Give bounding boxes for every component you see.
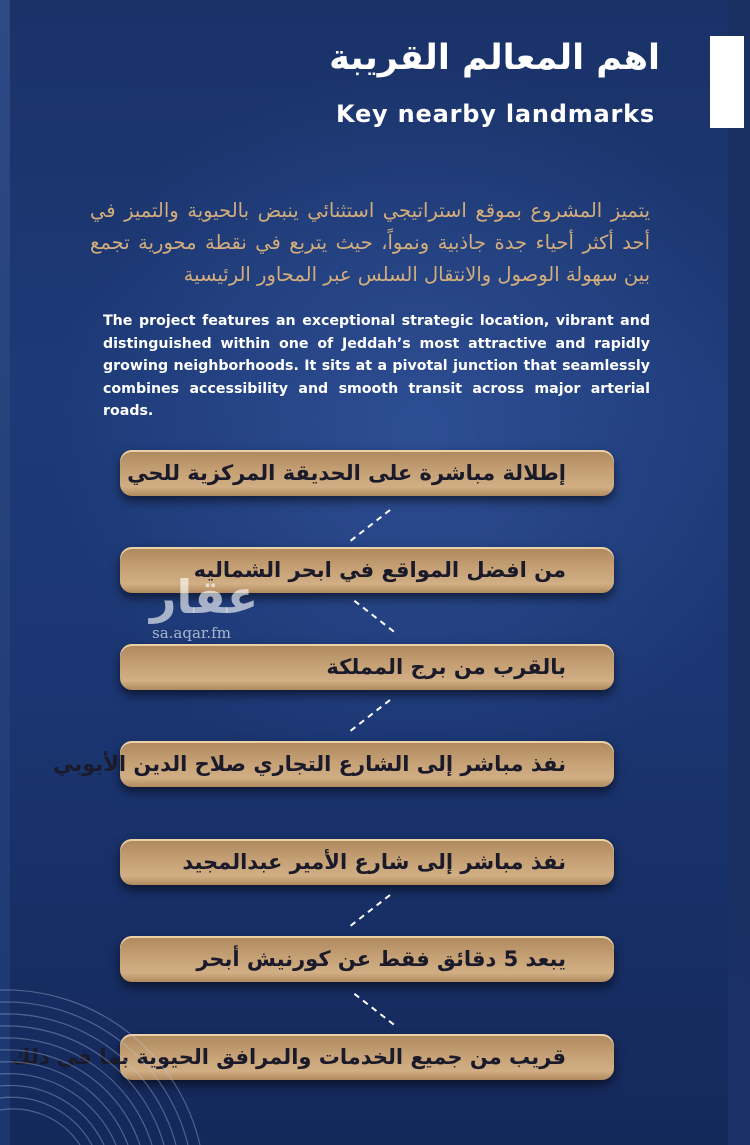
watermark-url: sa.aqar.fm [152,624,231,642]
dashed-connector [350,699,392,733]
landmark-bar-3 [120,644,614,690]
landmark-bar-4 [53,741,614,787]
landmark-label: بالقرب من برج المملكة [326,655,566,679]
aqar-watermark [148,570,288,650]
page-tab-marker [710,36,744,128]
landmark-label: قريب من جميع الخدمات والمرافق الحيوية بما في ذلك [11,1045,566,1069]
decorative-arcs-icon [0,960,230,1145]
intro-paragraph-english: The project features an exceptional strategic location, vibrant and distinguished within one of Jeddah’s most attractive and rapidly growing neighborhoods. It sits at a pivotal junction that seamlessly combines accessibility and smooth transit across major arterial roads. [103,313,650,419]
landmark-bar-1 [120,450,614,496]
page-title-english: Key nearby landmarks [336,100,655,128]
dashed-connector [353,600,395,634]
watermark-logo-text: عقار [150,570,259,624]
dashed-connector [353,993,395,1027]
dashed-connector [350,894,392,928]
landmark-label: من افضل المواقع في ابحر الشماليه [193,558,566,582]
landmark-bar-5 [120,839,614,885]
landmark-label: نفذ مباشر إلى شارع الأمير عبدالمجيد [182,850,566,874]
landmark-label: يبعد 5 دقائق فقط عن كورنيش أبحر [196,947,566,971]
dashed-connector [350,509,392,543]
landmark-label: إطلالة مباشرة على الحديقة المركزية للحي [127,461,566,485]
page-title-arabic: اهم المعالم القريبة [329,38,660,78]
intro-paragraph-arabic: يتميز المشروع بموقع استراتيجي استثنائي ينبض بالحيوية والتميز في أحد أكثر أحياء جدة جاذبية ونمواً، حيث يتربع في نقطة محورية تجمع بين سهولة الوصول والانتقال السلس عبر المحاور الرئيسية [90,199,650,286]
landmark-label: نفذ مباشر إلى الشارع التجاري صلاح الدين الأيوبي [53,752,566,776]
right-edge-strip [728,0,750,1145]
